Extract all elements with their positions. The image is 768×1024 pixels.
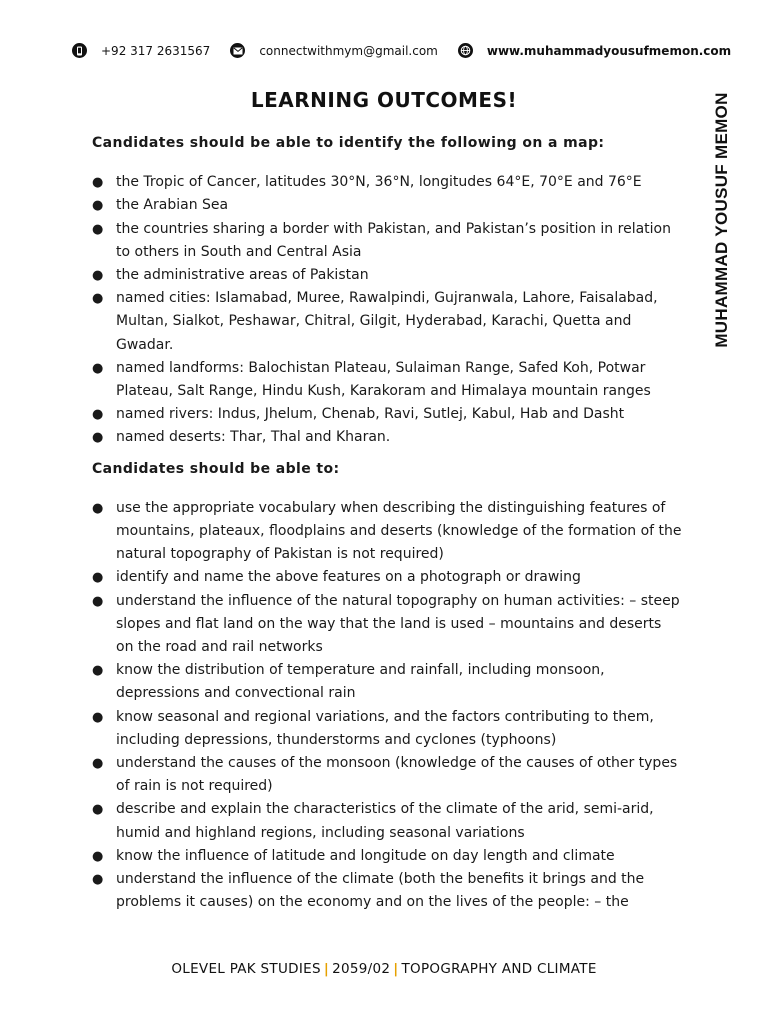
email-text[interactable]: connectwithmym@gmail.com: [259, 43, 438, 58]
bullet-icon: ●: [92, 848, 104, 864]
list-item: [92, 218, 682, 264]
bullet-icon: ●: [92, 663, 104, 679]
list-item: [92, 659, 682, 705]
author-name-vertical: MUHAMMAD YOUSUF MEMON: [712, 92, 731, 348]
contact-email[interactable]: [230, 43, 438, 58]
list-item: [92, 868, 682, 914]
bullet-icon: ●: [92, 570, 104, 586]
bullet-icon: ●: [92, 709, 104, 725]
list-item: [92, 566, 682, 589]
list-item: [92, 845, 682, 868]
section-heading-abilities: Candidates should be able to:: [92, 460, 340, 477]
bullet-icon: ●: [92, 198, 104, 214]
bullet-icon: ●: [92, 268, 104, 284]
list-item: [92, 706, 682, 752]
list-item: [92, 403, 682, 426]
footer-subject: OLEVEL PAK STUDIES: [171, 961, 321, 977]
bullet-icon: ●: [92, 221, 104, 237]
bullet-icon: ●: [92, 430, 104, 446]
bullet-icon: ●: [92, 593, 104, 609]
contact-website[interactable]: [458, 43, 731, 58]
list-item-text: named landforms: Balochistan Plateau, Sulaiman Range, Safed Koh, Potwar Plateau, Salt Range, Hindu Kush, Karakoram and Himalaya mountain ranges: [116, 359, 651, 400]
list-item-text: named deserts: Thar, Thal and Kharan.: [116, 429, 391, 446]
list-item: [92, 287, 682, 357]
list-item-text: use the appropriate vocabulary when describing the distinguishing features of mountains, plateaux, floodplains and deserts (knowledge of the formation of the natural topography of Pakistan is not required): [116, 499, 682, 563]
bullet-icon: ●: [92, 291, 104, 307]
globe-icon: [458, 43, 473, 58]
list-item-text: identify and name the above features on a photograph or drawing: [116, 569, 581, 586]
website-text[interactable]: www.muhammadyousufmemon.com: [486, 43, 732, 58]
footer: [0, 961, 768, 977]
phone-text: +92 317 2631567: [101, 43, 211, 58]
list-item: [92, 590, 682, 660]
phone-icon: [72, 43, 87, 58]
list-item: [92, 194, 682, 217]
main-content: [92, 130, 682, 915]
list-item: [92, 357, 682, 403]
ability-outcomes-list: [92, 497, 682, 915]
section-heading-map: Candidates should be able to identify the following on a map:: [92, 135, 605, 151]
bullet-icon: ●: [92, 500, 104, 516]
map-outcomes-list: [92, 171, 682, 449]
bullet-icon: ●: [92, 407, 104, 423]
email-icon: [230, 43, 245, 58]
list-item: [92, 264, 682, 287]
list-item: [92, 426, 682, 449]
page-title: LEARNING OUTCOMES!: [250, 88, 518, 112]
footer-paper-code: 2059/02: [332, 961, 391, 977]
list-item-text: understand the causes of the monsoon (knowledge of the causes of other types of rain is not required): [116, 755, 678, 795]
bullet-icon: ●: [92, 756, 104, 772]
list-item-text: understand the influence of the natural topography on human activities: – steep slopes and flat land on the way that the land is used – mountains and deserts on the road and rail networks: [116, 592, 680, 656]
list-item-text: named rivers: Indus, Jhelum, Chenab, Ravi, Sutlej, Kabul, Hab and Dasht: [116, 406, 625, 423]
list-item-text: describe and explain the characteristics of the climate of the arid, semi-arid, humid and highland regions, including seasonal variations: [116, 801, 654, 841]
list-item-text: know seasonal and regional variations, and the factors contributing to them, including depressions, thunderstorms and cyclones (typhoons): [116, 708, 654, 748]
list-item-text: understand the influence of the climate (both the benefits it brings and the problems it causes) on the economy and on the lives of the people: – the: [116, 871, 645, 911]
list-item: [92, 752, 682, 798]
bullet-icon: ●: [92, 802, 104, 818]
list-item-text: know the distribution of temperature and rainfall, including monsoon, depressions and convectional rain: [116, 662, 605, 702]
footer-separator: |: [323, 961, 330, 977]
footer-topic: TOPOGRAPHY AND CLIMATE: [401, 961, 597, 977]
list-item: [92, 798, 682, 844]
list-item-text: the countries sharing a border with Pakistan, and Pakistan’s position in relation to others in South and Central Asia: [116, 220, 671, 260]
list-item: [92, 497, 682, 567]
bullet-icon: ●: [92, 175, 104, 191]
list-item-text: the administrative areas of Pakistan: [116, 267, 369, 284]
list-item-text: the Arabian Sea: [116, 197, 229, 214]
header-bar: [72, 43, 732, 58]
bullet-icon: ●: [92, 360, 104, 376]
list-item: [92, 171, 682, 194]
contact-phone: [72, 43, 210, 58]
footer-separator: |: [393, 961, 399, 977]
bullet-icon: ●: [92, 872, 104, 888]
list-item-text: know the influence of latitude and longitude on day length and climate: [116, 847, 615, 864]
list-item-text: the Tropic of Cancer, latitudes 30°N, 36°N, longitudes 64°E, 70°E and 76°E: [116, 174, 642, 191]
list-item-text: named cities: Islamabad, Muree, Rawalpindi, Gujranwala, Lahore, Faisalabad, Multan, Sialkot, Peshawar, Chitral, Gilgit, Hyderabad, Karachi, Quetta and Gwadar.: [116, 290, 658, 353]
